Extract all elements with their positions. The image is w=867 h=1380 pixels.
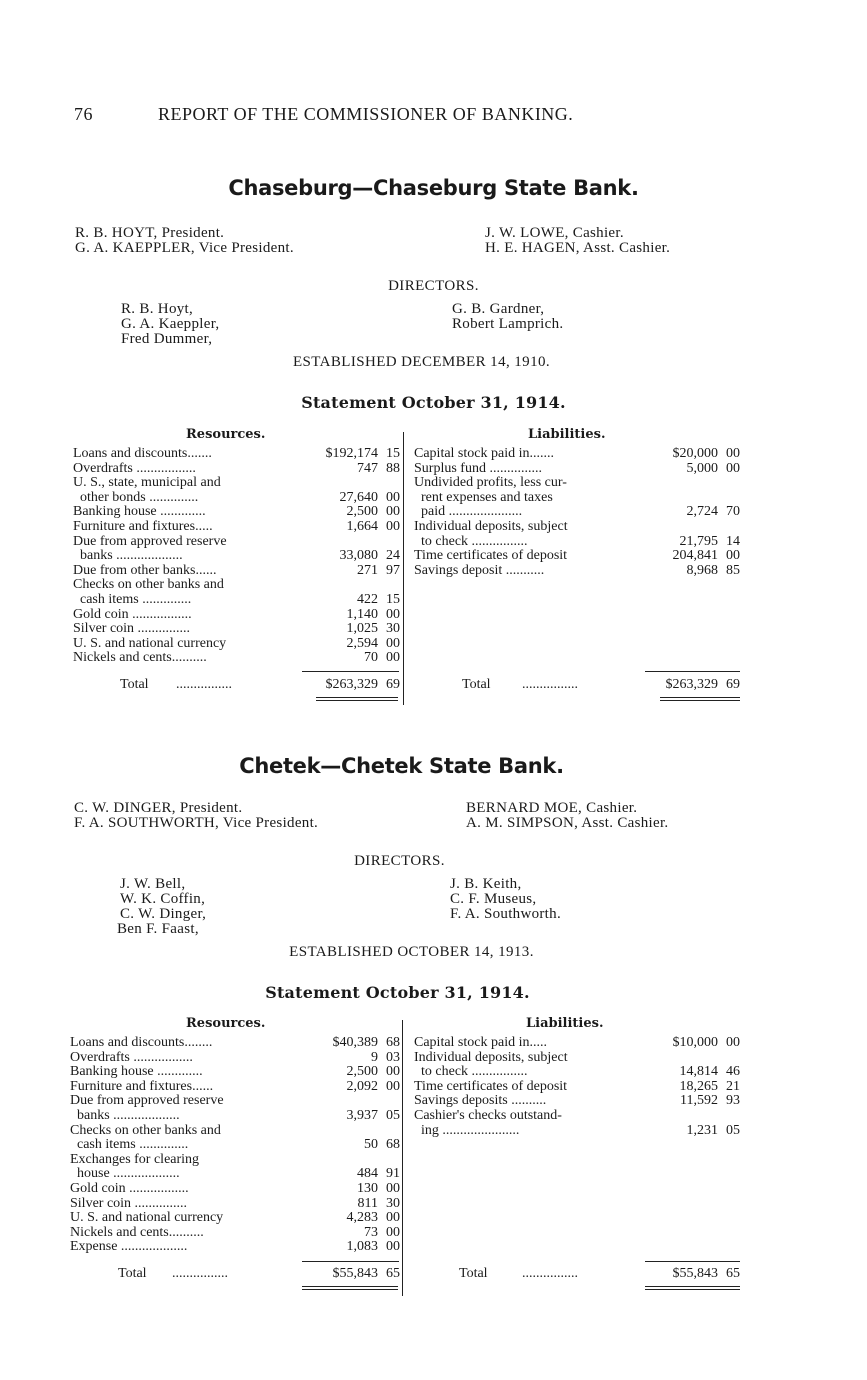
total-leader: ................: [172, 1266, 228, 1281]
officer-president: R. B. HOYT, President.: [75, 225, 225, 241]
amount-dollars: 3,937: [346, 1108, 378, 1123]
amount-cents: 91: [386, 1166, 400, 1182]
director: F. A. Southworth.: [450, 906, 562, 922]
officer-vice-president: G. A. KAEPPLER, Vice President.: [75, 240, 294, 256]
resource-label: Furniture and fixtures.....: [73, 519, 213, 534]
double-rule: [316, 697, 398, 698]
director: Ben F. Faast,: [117, 921, 199, 937]
officer-cashier: BERNARD MOE, Cashier.: [466, 800, 638, 816]
resource-label: Nickels and cents..........: [73, 650, 207, 666]
liability-label: Individual deposits, subject: [414, 519, 568, 534]
column-divider: [403, 432, 404, 705]
director: C. W. Dinger,: [120, 906, 207, 922]
director: C. F. Museus,: [450, 891, 537, 907]
running-head-title: REPORT OF THE COMMISSIONER OF BANKING.: [158, 104, 574, 124]
total-resources-cents: 65: [386, 1266, 400, 1281]
amount-cents: 14: [726, 533, 740, 549]
amount-cents: 15: [386, 592, 400, 607]
total-leader: ................: [522, 677, 578, 692]
amount-dollars: 271: [357, 562, 378, 578]
resource-label: Due from other banks......: [73, 562, 217, 578]
amount-cents: 00: [386, 1239, 400, 1255]
liability-label: Individual deposits, subject: [414, 1049, 568, 1065]
liability-label: Savings deposits ..........: [414, 1093, 547, 1109]
total-rule: [302, 671, 399, 672]
double-rule: [302, 1286, 398, 1287]
amount-dollars: 2,092: [346, 1078, 378, 1094]
amount-cents: 88: [386, 460, 400, 476]
amount-dollars: 70: [364, 650, 378, 666]
resource-label: Silver coin ...............: [73, 621, 191, 637]
officer-asst-cashier: H. E. HAGEN, Asst. Cashier.: [485, 240, 671, 256]
amount-dollars: 130: [357, 1181, 378, 1196]
resources-heading: Resources.: [186, 427, 266, 442]
total-liabilities-cents: 69: [726, 677, 740, 692]
director: J. B. Keith,: [450, 876, 522, 892]
liabilities-heading: Liabilities.: [526, 1016, 604, 1031]
liability-label: Capital stock paid in.....: [414, 1035, 547, 1050]
amount-cents: 68: [386, 1137, 400, 1153]
amount-cents: 00: [386, 519, 400, 534]
amount-dollars: $192,174: [325, 446, 378, 461]
resource-label: Silver coin ...............: [70, 1195, 188, 1211]
liability-label: to check ................: [414, 1064, 528, 1080]
amount-dollars: 2,724: [686, 504, 718, 520]
resource-label: Overdrafts .................: [73, 460, 196, 476]
established-date: ESTABLISHED OCTOBER 14, 1913.: [289, 944, 534, 960]
amount-dollars: 8,968: [686, 562, 718, 578]
amount-dollars: 2,500: [346, 1064, 378, 1080]
amount-cents: 00: [726, 1035, 740, 1050]
resource-label: Expense ...................: [70, 1239, 188, 1255]
amount-cents: 00: [726, 548, 740, 564]
amount-dollars: 2,594: [346, 635, 378, 651]
total-label: Total: [120, 677, 149, 692]
liability-label: Undivided profits, less cur-: [414, 475, 567, 491]
amount-dollars: 33,080: [339, 548, 378, 564]
amount-cents: 00: [386, 1181, 400, 1196]
amount-dollars: 811: [357, 1195, 378, 1211]
bank-title: Chaseburg—Chaseburg State Bank.: [228, 176, 639, 200]
total-liabilities-cents: 65: [726, 1266, 740, 1281]
resource-label: Due from approved reserve: [73, 533, 227, 549]
amount-cents: 00: [386, 1064, 400, 1080]
amount-cents: 00: [386, 1078, 400, 1094]
amount-cents: 30: [386, 1195, 400, 1211]
liabilities-heading: Liabilities.: [528, 427, 606, 442]
statement-heading: Statement October 31, 1914.: [265, 983, 530, 1002]
amount-dollars: 9: [371, 1049, 378, 1065]
director: G. A. Kaeppler,: [121, 316, 220, 332]
amount-cents: 00: [386, 1210, 400, 1226]
amount-dollars: 204,841: [672, 548, 718, 564]
resource-label: Exchanges for clearing: [70, 1151, 200, 1167]
liability-label: paid .....................: [414, 504, 523, 520]
total-label: Total: [118, 1266, 147, 1281]
amount-dollars: 4,283: [346, 1210, 378, 1226]
liability-label: Capital stock paid in.......: [414, 446, 554, 461]
amount-dollars: $10,000: [672, 1035, 718, 1050]
amount-cents: 00: [386, 1224, 400, 1240]
amount-cents: 00: [726, 446, 740, 461]
resource-label: Checks on other banks and: [73, 577, 224, 593]
total-leader: ................: [522, 1266, 578, 1281]
resource-label: house ...................: [70, 1166, 180, 1182]
amount-dollars: 2,500: [346, 504, 378, 520]
total-rule: [645, 671, 740, 672]
liability-label: Savings deposit ...........: [414, 562, 545, 578]
director: G. B. Gardner,: [452, 301, 545, 317]
amount-dollars: 14,814: [679, 1064, 718, 1080]
total-resources-dollars: $55,843: [332, 1266, 378, 1281]
established-date: ESTABLISHED DECEMBER 14, 1910.: [292, 354, 551, 370]
amount-cents: 21: [726, 1078, 740, 1094]
director: R. B. Hoyt,: [121, 301, 194, 317]
amount-cents: 24: [386, 548, 400, 564]
amount-dollars: 422: [357, 592, 378, 607]
directors-heading: DIRECTORS.: [354, 853, 445, 869]
total-liabilities-dollars: $55,843: [672, 1266, 718, 1281]
double-rule: [302, 1289, 398, 1290]
amount-cents: 97: [386, 562, 400, 578]
amount-dollars: 1,083: [346, 1239, 378, 1255]
amount-dollars: $20,000: [672, 446, 718, 461]
liability-label: rent expenses and taxes: [414, 489, 553, 505]
liability-label: ing ......................: [414, 1122, 520, 1138]
amount-cents: 46: [726, 1064, 740, 1080]
director: Fred Dummer,: [121, 331, 213, 347]
amount-dollars: 5,000: [686, 460, 718, 476]
total-label: Total: [459, 1266, 488, 1281]
director: Robert Lamprich.: [452, 316, 564, 332]
total-rule: [645, 1261, 740, 1262]
resource-label: U. S., state, municipal and: [73, 475, 221, 491]
total-liabilities-dollars: $263,329: [665, 677, 718, 692]
amount-cents: 00: [726, 460, 740, 476]
amount-cents: 00: [386, 635, 400, 651]
amount-dollars: 21,795: [679, 533, 718, 549]
total-resources-dollars: $263,329: [325, 677, 378, 692]
double-rule: [316, 700, 398, 701]
amount-dollars: 18,265: [679, 1078, 718, 1094]
resource-label: U. S. and national currency: [70, 1210, 224, 1226]
amount-dollars: 1,664: [346, 519, 378, 534]
amount-cents: 70: [726, 504, 740, 520]
amount-cents: 00: [386, 504, 400, 520]
amount-cents: 00: [386, 489, 400, 505]
total-leader: ................: [176, 677, 232, 692]
amount-cents: 15: [386, 446, 400, 461]
amount-cents: 68: [386, 1035, 400, 1050]
double-rule: [645, 1289, 740, 1290]
liability-label: Time certificates of deposit: [414, 548, 568, 564]
amount-cents: 93: [726, 1093, 740, 1109]
liability-label: Cashier's checks outstand-: [414, 1108, 562, 1123]
page-number: 76: [74, 104, 93, 124]
amount-cents: 85: [726, 562, 740, 578]
amount-dollars: 1,140: [346, 606, 378, 622]
resource-label: Nickels and cents..........: [70, 1224, 204, 1240]
liability-label: Time certificates of deposit: [414, 1078, 568, 1094]
resource-label: Overdrafts .................: [70, 1049, 193, 1065]
amount-cents: 00: [386, 606, 400, 622]
double-rule: [660, 700, 740, 701]
director: W. K. Coffin,: [120, 891, 206, 907]
resource-label: Gold coin .................: [73, 606, 192, 622]
bank-title: Chetek—Chetek State Bank.: [239, 754, 564, 778]
liability-label: Surplus fund ...............: [414, 460, 542, 476]
resource-label: Furniture and fixtures......: [70, 1078, 214, 1094]
amount-dollars: 1,231: [686, 1122, 718, 1138]
statement-heading: Statement October 31, 1914.: [301, 393, 566, 412]
resource-label: Loans and discounts........: [70, 1035, 213, 1050]
amount-dollars: 27,640: [339, 489, 378, 505]
resources-heading: Resources.: [186, 1016, 266, 1031]
amount-dollars: 50: [364, 1137, 378, 1153]
amount-dollars: 1,025: [346, 621, 378, 637]
resource-label: Banking house .............: [73, 504, 206, 520]
resource-label: banks ...................: [73, 548, 183, 564]
amount-dollars: 747: [357, 460, 378, 476]
total-resources-cents: 69: [386, 677, 400, 692]
resource-label: U. S. and national currency: [73, 635, 227, 651]
total-rule: [302, 1261, 399, 1262]
resource-label: cash items ..............: [70, 1137, 189, 1153]
column-divider: [402, 1020, 403, 1296]
resource-label: Due from approved reserve: [70, 1093, 224, 1109]
resource-label: Banking house .............: [70, 1064, 203, 1080]
officer-vice-president: F. A. SOUTHWORTH, Vice President.: [74, 815, 319, 831]
double-rule: [660, 697, 740, 698]
directors-heading: DIRECTORS.: [388, 278, 479, 294]
resource-label: Checks on other banks and: [70, 1122, 221, 1138]
amount-cents: 05: [726, 1122, 740, 1138]
resource-label: Gold coin .................: [70, 1181, 189, 1196]
total-label: Total: [462, 677, 491, 692]
amount-cents: 05: [386, 1108, 400, 1123]
amount-cents: 03: [386, 1049, 400, 1065]
resource-label: banks ...................: [70, 1108, 180, 1123]
amount-dollars: 11,592: [680, 1093, 718, 1109]
resource-label: cash items ..............: [73, 592, 192, 607]
running-head: [74, 104, 774, 125]
liability-label: to check ................: [414, 533, 528, 549]
amount-dollars: 484: [357, 1166, 378, 1182]
resource-label: other bonds ..............: [73, 489, 199, 505]
officer-cashier: J. W. LOWE, Cashier.: [485, 225, 624, 241]
resource-label: Loans and discounts.......: [73, 446, 212, 461]
director: J. W. Bell,: [120, 876, 186, 892]
officer-asst-cashier: A. M. SIMPSON, Asst. Cashier.: [466, 815, 669, 831]
amount-dollars: 73: [364, 1224, 378, 1240]
amount-cents: 30: [386, 621, 400, 637]
amount-dollars: $40,389: [332, 1035, 378, 1050]
officer-president: C. W. DINGER, President.: [74, 800, 243, 816]
double-rule: [645, 1286, 740, 1287]
amount-cents: 00: [386, 650, 400, 666]
